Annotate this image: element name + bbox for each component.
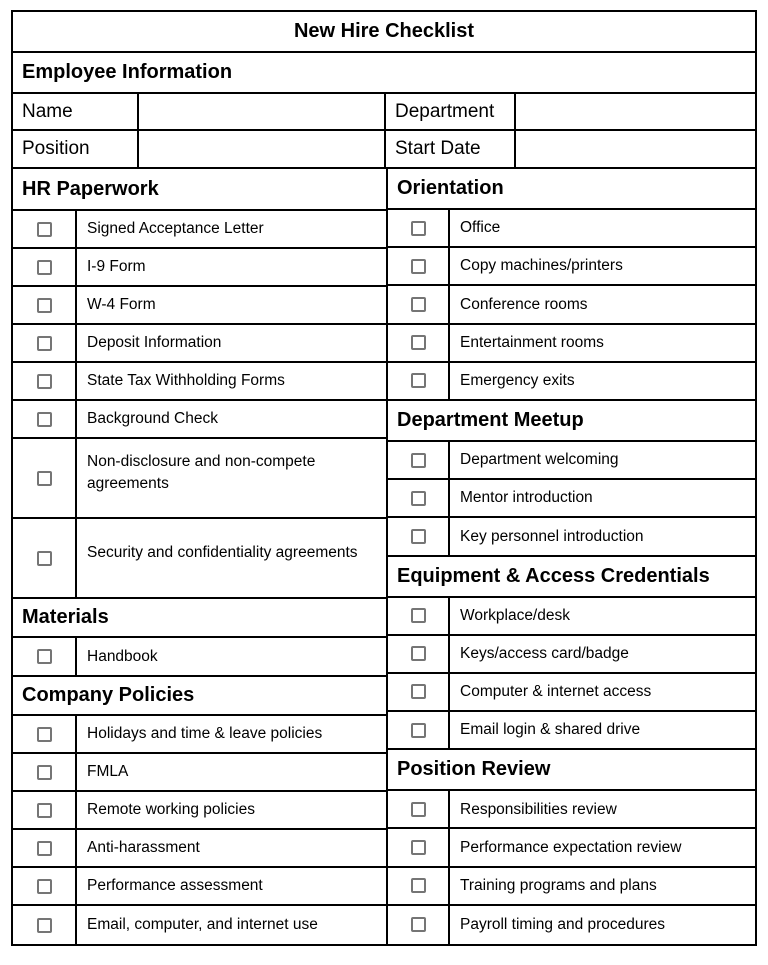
- checkbox-responsibilities-review[interactable]: [411, 802, 426, 817]
- checkbox-cell: [13, 868, 77, 904]
- checkbox-key-personnel-introduction[interactable]: [411, 529, 426, 544]
- checklist-item-label: Email login & shared drive: [460, 721, 641, 739]
- checkbox-fmla[interactable]: [37, 765, 52, 780]
- checklist-item-label: Signed Acceptance Letter: [87, 220, 264, 238]
- checkbox-cell: [388, 248, 450, 284]
- checkbox-cell: [13, 906, 77, 944]
- section-header-company-policies: [13, 677, 386, 716]
- checkbox-entertainment-rooms[interactable]: [411, 335, 426, 350]
- checklist-item-label: Workplace/desk: [460, 606, 570, 624]
- section-header-employee-information: Employee Information: [13, 53, 755, 94]
- section-header-position-review: [388, 750, 755, 791]
- checklist-row: [13, 439, 386, 519]
- checkbox-cell: [388, 906, 450, 944]
- checkbox-state-tax-withholding-forms[interactable]: [37, 374, 52, 389]
- checklist-row: [388, 636, 755, 674]
- checklist-row: [13, 754, 386, 792]
- checkbox-cell: [13, 830, 77, 866]
- checkbox-cell: [388, 674, 450, 710]
- section-header-label: Department Meetup: [397, 408, 584, 431]
- checklist-item-label: FMLA: [87, 763, 129, 781]
- name-label: Name: [13, 94, 139, 131]
- checklist-item-label: Non-disclosure and non-compete agreements: [87, 453, 316, 492]
- checklist-row: [13, 211, 386, 249]
- checklist-item-label: Department welcoming: [460, 451, 619, 469]
- checkbox-i9-form[interactable]: [37, 260, 52, 275]
- checklist-row: [388, 363, 755, 401]
- checkbox-workplace-desk[interactable]: [411, 608, 426, 623]
- checkbox-cell: [388, 442, 450, 478]
- checkbox-email-login-shared-drive[interactable]: [411, 723, 426, 738]
- checkbox-deposit-information[interactable]: [37, 336, 52, 351]
- checklist-item-label: Performance expectation review: [460, 838, 682, 856]
- checkbox-copy-machines-printers[interactable]: [411, 259, 426, 274]
- right-column: [388, 169, 755, 944]
- position-value-cell[interactable]: [139, 131, 386, 169]
- checkbox-background-check[interactable]: [37, 412, 52, 427]
- checklist-row: [388, 712, 755, 750]
- checklist-row: [388, 286, 755, 324]
- checkbox-cell: [13, 519, 77, 597]
- checklist-columns: [13, 169, 755, 944]
- checkbox-cell: [388, 791, 450, 827]
- checkbox-cell: [388, 636, 450, 672]
- checkbox-w4-form[interactable]: [37, 298, 52, 313]
- checklist-item-label: Payroll timing and procedures: [460, 916, 666, 934]
- checkbox-cell: [388, 598, 450, 634]
- checklist-row: [388, 480, 755, 518]
- checklist-row: [388, 906, 755, 944]
- checklist-row: [13, 716, 386, 754]
- checklist-row: [388, 868, 755, 906]
- checklist-row: [13, 519, 386, 599]
- checklist-row: [388, 248, 755, 286]
- section-header-department-meetup: [388, 401, 755, 442]
- checklist-item-label: Handbook: [87, 647, 158, 665]
- checkbox-training-programs-plans[interactable]: [411, 878, 426, 893]
- checkbox-cell: [388, 210, 450, 246]
- checkbox-payroll-timing-procedures[interactable]: [411, 917, 426, 932]
- checkbox-cell: [388, 325, 450, 361]
- checkbox-cell: [388, 868, 450, 904]
- checkbox-conference-rooms[interactable]: [411, 297, 426, 312]
- section-header-label: Orientation: [397, 177, 504, 199]
- checklist-item-label: Mentor introduction: [460, 489, 593, 507]
- checklist-row: [388, 598, 755, 636]
- checkbox-mentor-introduction[interactable]: [411, 491, 426, 506]
- checklist-item-label: Copy machines/printers: [460, 257, 623, 275]
- checklist-row: [13, 287, 386, 325]
- checkbox-security-confidentiality-agreements[interactable]: [37, 551, 52, 566]
- checkbox-keys-access-card-badge[interactable]: [411, 646, 426, 661]
- checkbox-email-computer-internet-use[interactable]: [37, 918, 52, 933]
- checkbox-cell: [13, 439, 77, 517]
- left-column: [13, 169, 388, 944]
- checklist-item-label: Holidays and time & leave policies: [87, 725, 323, 743]
- department-value-cell[interactable]: [516, 94, 755, 131]
- checklist-table: [11, 10, 757, 946]
- checkbox-cell: [13, 325, 77, 361]
- checklist-item-label: Emergency exits: [460, 372, 575, 389]
- checkbox-cell: [13, 211, 77, 247]
- checkbox-remote-working-policies[interactable]: [37, 803, 52, 818]
- checklist-item-label: Deposit Information: [87, 334, 222, 352]
- checklist-item-label: Computer & internet access: [460, 683, 652, 701]
- checkbox-anti-harassment[interactable]: [37, 841, 52, 856]
- checkbox-cell: [13, 716, 77, 752]
- section-header-label: HR Paperwork: [22, 177, 159, 200]
- checklist-row: [13, 830, 386, 868]
- checkbox-computer-internet-access[interactable]: [411, 684, 426, 699]
- checkbox-signed-acceptance-letter[interactable]: [37, 222, 52, 237]
- section-header-orientation: [388, 169, 755, 210]
- section-header-label: Materials: [22, 606, 109, 628]
- position-label: Position: [13, 131, 139, 169]
- checklist-row: [388, 829, 755, 867]
- checklist-row: [13, 792, 386, 830]
- checkbox-cell: [13, 363, 77, 399]
- name-value-cell[interactable]: [139, 94, 386, 131]
- checklist-item-label: Conference rooms: [460, 295, 588, 313]
- checkbox-performance-expectation-review[interactable]: [411, 840, 426, 855]
- document-title: New Hire Checklist: [13, 12, 755, 53]
- checklist-item-label: Office: [460, 219, 501, 237]
- checkbox-cell: [13, 754, 77, 790]
- checklist-row: [13, 249, 386, 287]
- checkbox-cell: [388, 518, 450, 554]
- checklist-item-label: I-9 Form: [87, 258, 146, 276]
- section-header-equipment-access-credentials: [388, 557, 755, 598]
- checkbox-cell: [388, 712, 450, 748]
- checkbox-performance-assessment[interactable]: [37, 879, 52, 894]
- section-header-materials: [13, 599, 386, 638]
- checklist-item-label: Performance assessment: [87, 877, 263, 895]
- employee-info-grid: [13, 94, 755, 169]
- checkbox-office[interactable]: [411, 221, 426, 236]
- checklist-item-label: Security and confidentiality agreements: [87, 544, 358, 562]
- checklist-item-label: Training programs and plans: [460, 876, 657, 894]
- checklist-row: [13, 868, 386, 906]
- checklist-item-label: Anti-harassment: [87, 839, 200, 857]
- start-date-label: Start Date: [386, 131, 516, 169]
- start-date-value-cell[interactable]: [516, 131, 755, 169]
- checklist-row: [388, 325, 755, 363]
- checkbox-holidays-time-leave-policies[interactable]: [37, 727, 52, 742]
- section-header-label: Position Review: [397, 758, 551, 781]
- checklist-item-label: State Tax Withholding Forms: [87, 372, 285, 390]
- checkbox-non-disclosure-agreements[interactable]: [37, 471, 52, 486]
- section-header-hr-paperwork: [13, 169, 386, 211]
- checkbox-cell: [13, 287, 77, 323]
- checkbox-handbook[interactable]: [37, 649, 52, 664]
- checklist-item-label: Keys/access card/badge: [460, 644, 629, 662]
- section-header-label: Company Policies: [22, 684, 195, 706]
- checkbox-cell: [13, 792, 77, 828]
- checkbox-cell: [388, 363, 450, 399]
- checkbox-department-welcoming[interactable]: [411, 453, 426, 468]
- department-label: Department: [386, 94, 516, 131]
- checkbox-cell: [13, 249, 77, 285]
- checklist-row: [13, 401, 386, 439]
- checklist-row: [388, 791, 755, 829]
- checkbox-cell: [388, 829, 450, 865]
- checklist-row: [13, 325, 386, 363]
- checklist-item-label: Remote working policies: [87, 801, 255, 819]
- checkbox-emergency-exits[interactable]: [411, 373, 426, 388]
- checklist-item-label: Key personnel introduction: [460, 527, 644, 545]
- checklist-row: [13, 363, 386, 401]
- checklist-row: [13, 638, 386, 677]
- section-header-label: Equipment & Access Credentials: [397, 564, 710, 587]
- checklist-item-label: W-4 Form: [87, 296, 156, 314]
- checklist-row: [13, 906, 386, 944]
- checkbox-cell: [388, 286, 450, 322]
- checkbox-cell: [388, 480, 450, 516]
- checklist-row: [388, 518, 755, 556]
- checklist-item-label: Entertainment rooms: [460, 333, 604, 351]
- checklist-item-label: Background Check: [87, 410, 218, 428]
- checklist-item-label: Email, computer, and internet use: [87, 916, 318, 934]
- checkbox-cell: [13, 638, 77, 675]
- checklist-row: [388, 674, 755, 712]
- checklist-row: [388, 210, 755, 248]
- checkbox-cell: [13, 401, 77, 437]
- checklist-row: [388, 442, 755, 480]
- checklist-item-label: Responsibilities review: [460, 800, 617, 818]
